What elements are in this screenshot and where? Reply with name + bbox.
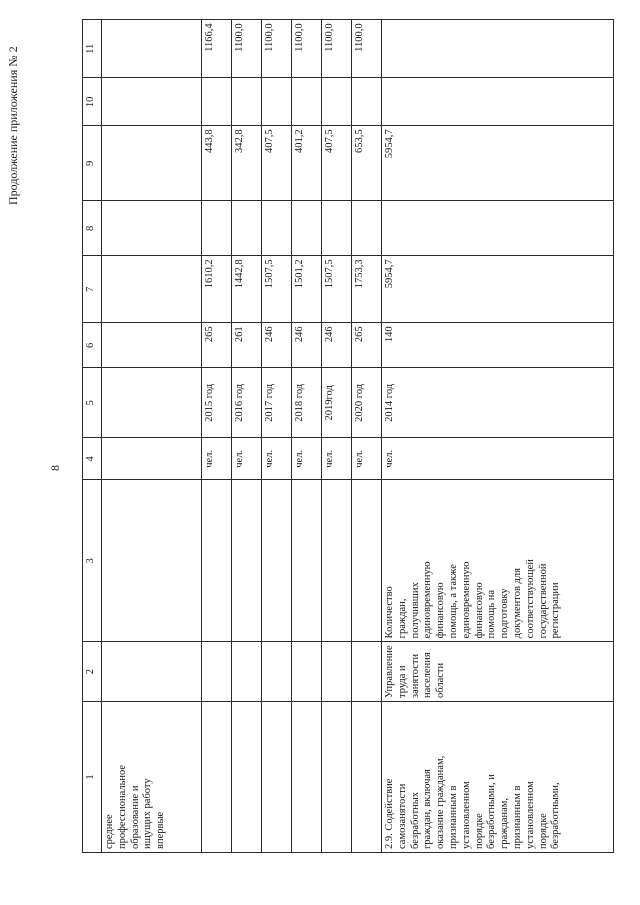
header-row	[83, 20, 102, 853]
total-funding-cell: 1507,5	[262, 256, 292, 323]
period-cell: 2018 год	[292, 368, 322, 438]
total-funding-cell	[102, 256, 202, 323]
indicator-cell	[292, 480, 322, 642]
total-funding-cell: 1753,3	[352, 256, 382, 323]
table-row	[292, 20, 322, 853]
activity-cell	[262, 702, 292, 853]
other-funding-cell: 1100,0	[352, 20, 382, 78]
value-cell: 265	[202, 323, 232, 368]
column-header: 4	[83, 438, 102, 480]
column-header: 10	[83, 78, 102, 126]
table-row	[202, 20, 232, 853]
activity-cell	[352, 702, 382, 853]
regional-funding-cell: 407,5	[322, 126, 352, 201]
indicator-cell	[202, 480, 232, 642]
local-funding-cell	[202, 78, 232, 126]
local-funding-cell	[352, 78, 382, 126]
period-cell: 2015 год	[202, 368, 232, 438]
executor-cell	[202, 642, 232, 702]
regional-funding-cell: 653,5	[352, 126, 382, 201]
period-cell: 2019год	[322, 368, 352, 438]
activity-cell: среднее профессиональное образование и ищущих работу впервые	[102, 702, 202, 853]
unit-cell: чел.	[202, 438, 232, 480]
column-header: 5	[83, 368, 102, 438]
total-funding-cell: 1442,8	[232, 256, 262, 323]
value-cell: 140	[382, 323, 614, 368]
other-funding-cell	[382, 20, 614, 78]
indicator-cell: Количество граждан, получивших единовременную финансовую помощь, а также единовременную финансовую помощь на подготовку документов для соответствующей государственной регистрации	[382, 480, 614, 642]
value-cell: 246	[322, 323, 352, 368]
indicator-cell	[102, 480, 202, 642]
indicator-cell	[322, 480, 352, 642]
table-row	[262, 20, 292, 853]
unit-cell: чел.	[352, 438, 382, 480]
period-cell	[102, 368, 202, 438]
regional-funding-cell	[102, 126, 202, 201]
column-header: 9	[83, 126, 102, 201]
table-container	[82, 19, 614, 853]
federal-funding-cell	[232, 201, 262, 256]
federal-funding-cell	[102, 201, 202, 256]
executor-cell: Управление труда и занятости населения области	[382, 642, 614, 702]
activity-cell	[232, 702, 262, 853]
other-funding-cell: 1100,0	[292, 20, 322, 78]
federal-funding-cell	[382, 201, 614, 256]
column-header: 2	[83, 642, 102, 702]
other-funding-cell: 1100,0	[262, 20, 292, 78]
table-row	[322, 20, 352, 853]
regional-funding-cell: 401,2	[292, 126, 322, 201]
unit-cell: чел.	[262, 438, 292, 480]
total-funding-cell: 1507,5	[322, 256, 352, 323]
federal-funding-cell	[202, 201, 232, 256]
period-cell: 2016 год	[232, 368, 262, 438]
value-cell	[102, 323, 202, 368]
other-funding-cell: 1100,0	[322, 20, 352, 78]
regional-funding-cell: 342,8	[232, 126, 262, 201]
value-cell: 246	[262, 323, 292, 368]
total-funding-cell: 1501,2	[292, 256, 322, 323]
unit-cell	[102, 438, 202, 480]
unit-cell: чел.	[382, 438, 614, 480]
federal-funding-cell	[262, 201, 292, 256]
regional-funding-cell: 407,5	[262, 126, 292, 201]
value-cell: 261	[232, 323, 262, 368]
local-funding-cell	[232, 78, 262, 126]
other-funding-cell	[102, 20, 202, 78]
column-header: 11	[83, 20, 102, 78]
executor-cell	[292, 642, 322, 702]
unit-cell: чел.	[232, 438, 262, 480]
column-header: 7	[83, 256, 102, 323]
local-funding-cell	[382, 78, 614, 126]
period-cell: 2017 год	[262, 368, 292, 438]
indicator-cell	[232, 480, 262, 642]
activity-cell	[202, 702, 232, 853]
table-row	[352, 20, 382, 853]
executor-cell	[232, 642, 262, 702]
regional-funding-cell: 443,8	[202, 126, 232, 201]
executor-cell	[352, 642, 382, 702]
unit-cell: чел.	[322, 438, 352, 480]
table-row	[232, 20, 262, 853]
total-funding-cell: 5954,7	[382, 256, 614, 323]
indicator-cell	[262, 480, 292, 642]
total-funding-cell: 1610,2	[202, 256, 232, 323]
executor-cell	[322, 642, 352, 702]
period-cell: 2020 год	[352, 368, 382, 438]
executor-cell	[102, 642, 202, 702]
period-cell: 2014 год	[382, 368, 614, 438]
column-header: 6	[83, 323, 102, 368]
value-cell: 265	[352, 323, 382, 368]
activity-cell	[292, 702, 322, 853]
executor-cell	[262, 642, 292, 702]
local-funding-cell	[102, 78, 202, 126]
table-row	[382, 20, 614, 853]
federal-funding-cell	[322, 201, 352, 256]
activity-cell	[322, 702, 352, 853]
other-funding-cell: 1166,4	[202, 20, 232, 78]
local-funding-cell	[322, 78, 352, 126]
federal-funding-cell	[292, 201, 322, 256]
column-header: 8	[83, 201, 102, 256]
column-header: 3	[83, 480, 102, 642]
unit-cell: чел.	[292, 438, 322, 480]
local-funding-cell	[262, 78, 292, 126]
local-funding-cell	[292, 78, 322, 126]
indicator-cell	[352, 480, 382, 642]
other-funding-cell: 1100,0	[232, 20, 262, 78]
regional-funding-cell: 5954,7	[382, 126, 614, 201]
activity-cell: 2.9. Содействие самозанятости безработных граждан, включая оказание гражданам, признанным в установленном порядке безработными, и гражданам, признанным в установленном порядке безработными,	[382, 702, 614, 853]
federal-funding-cell	[352, 201, 382, 256]
appendix-caption: Продолжение приложения № 2	[6, 46, 20, 205]
page-number: 8	[48, 465, 62, 471]
value-cell: 246	[292, 323, 322, 368]
column-header: 1	[83, 702, 102, 853]
program-activities-table	[82, 19, 614, 853]
table-row	[102, 20, 202, 853]
